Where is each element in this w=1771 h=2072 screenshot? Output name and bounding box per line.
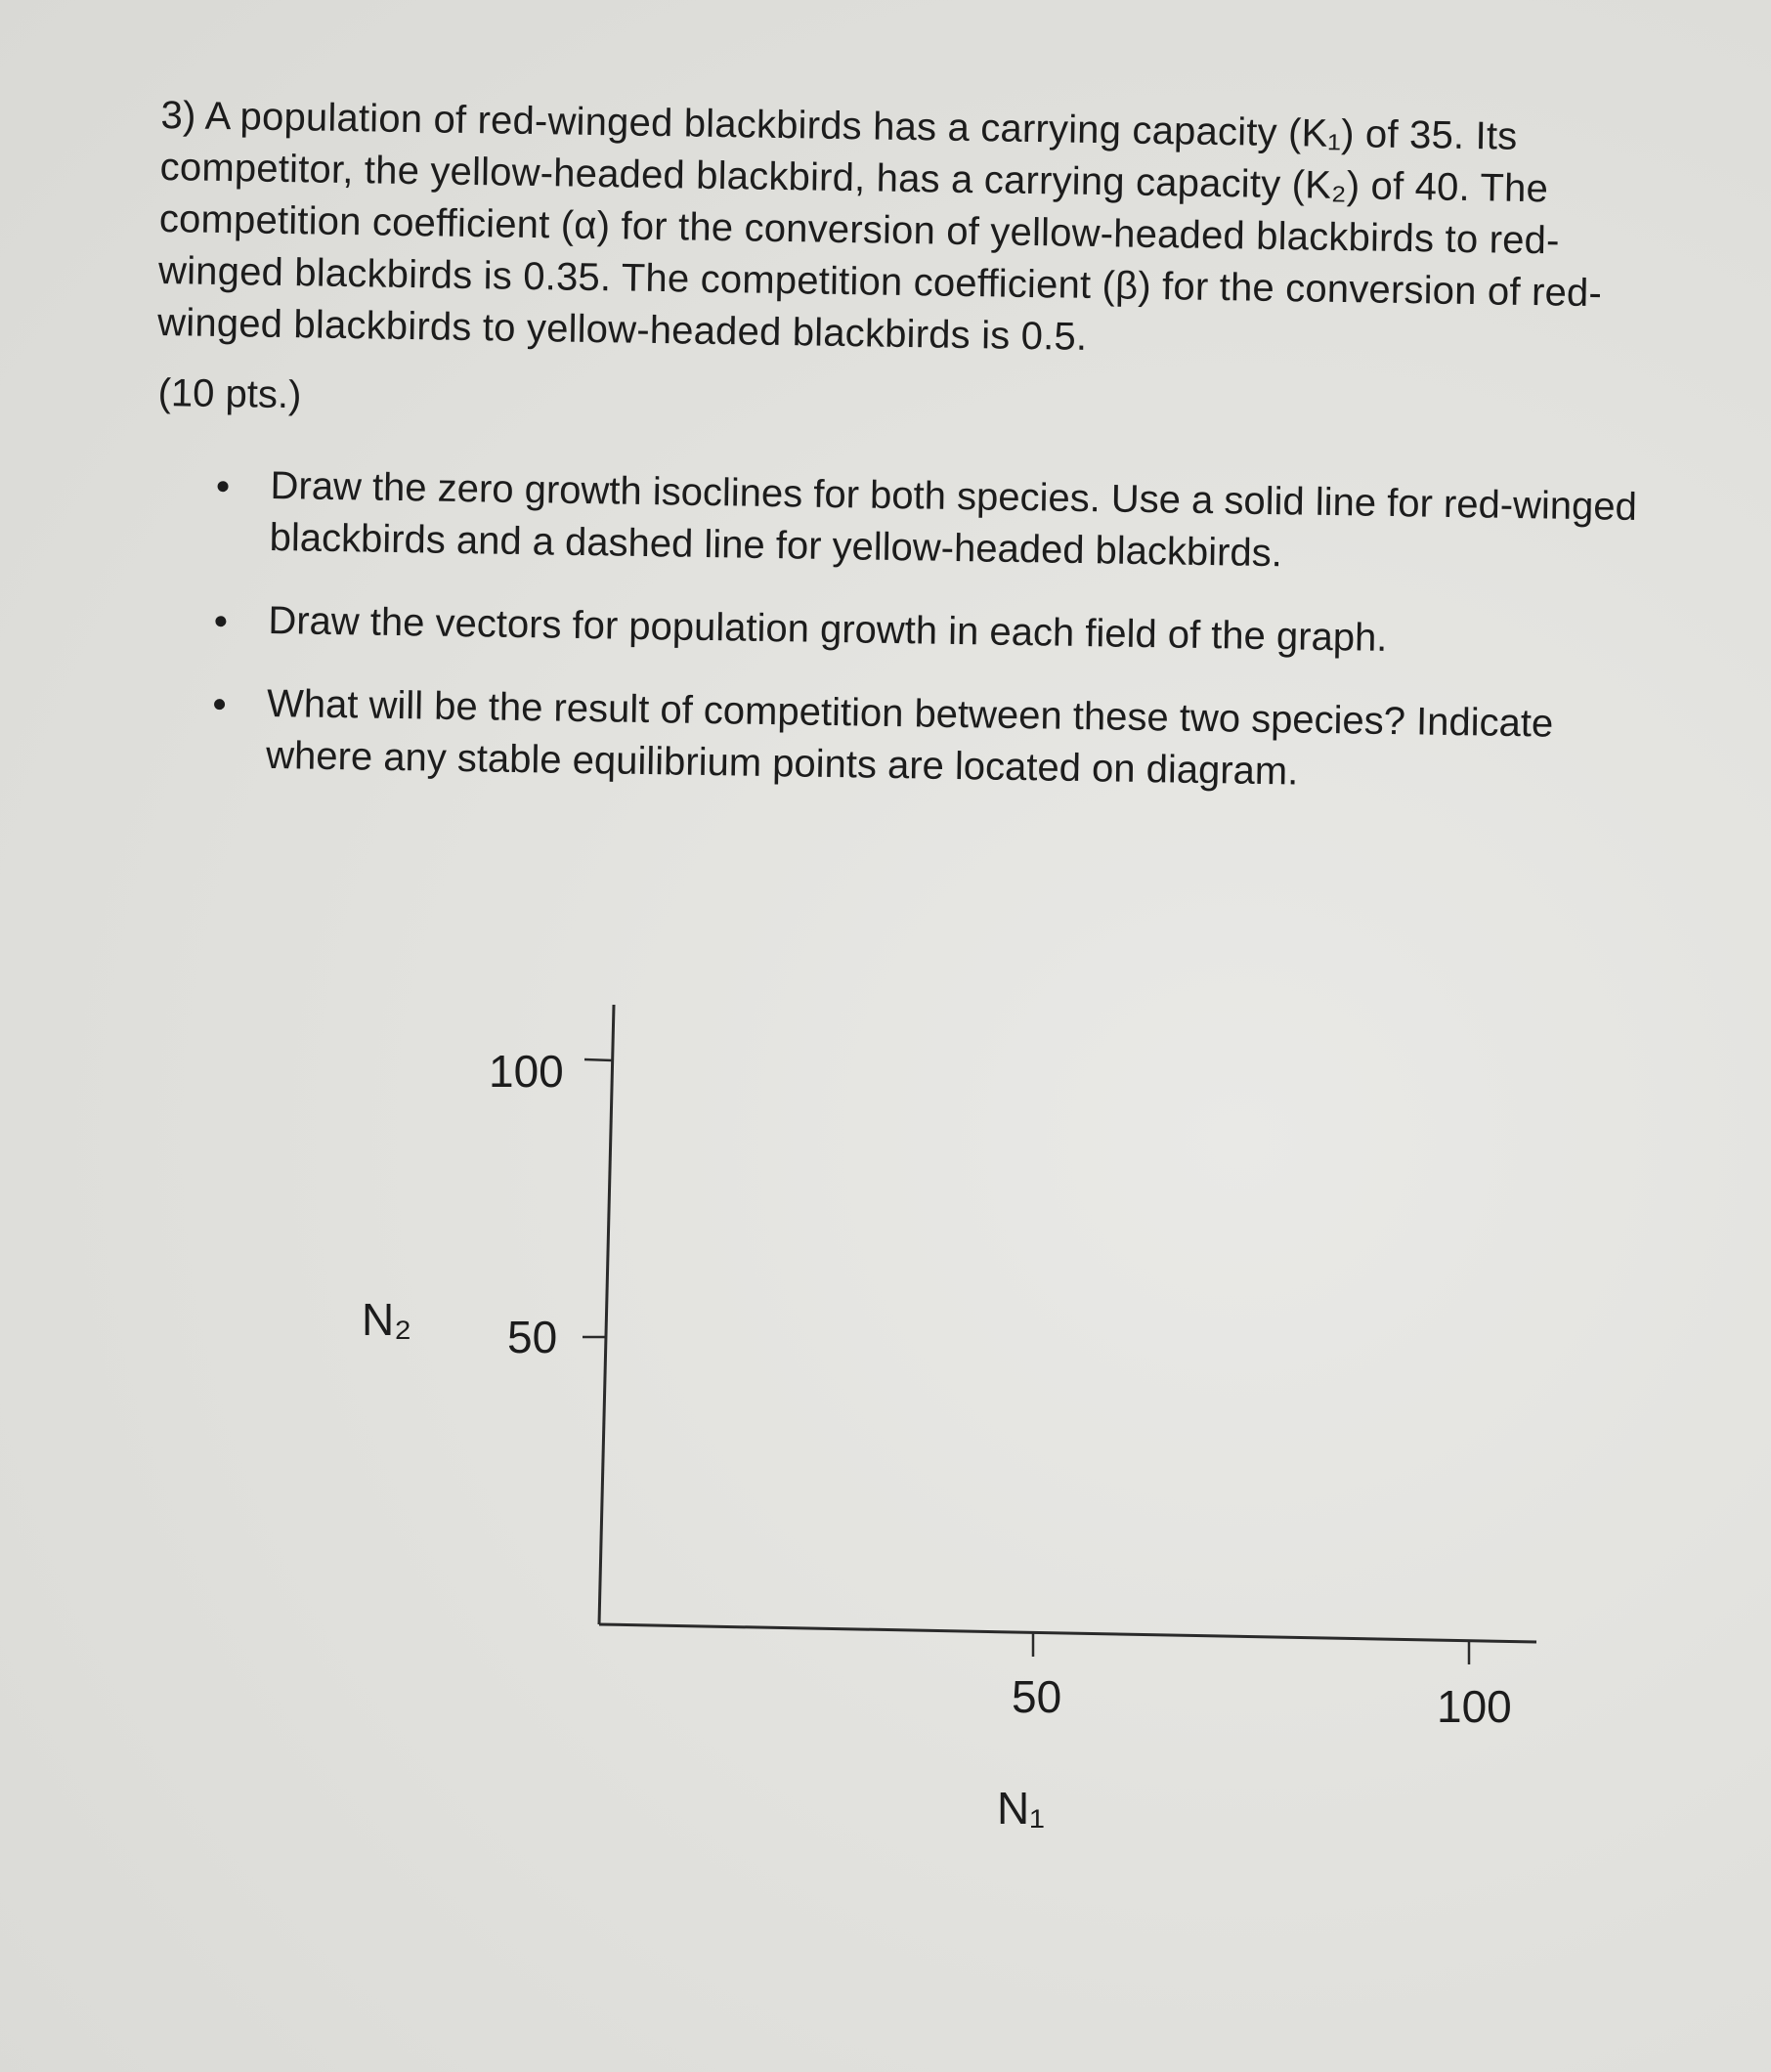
y-axis-label: N₂	[362, 1294, 412, 1345]
y-tick-label-50: 50	[507, 1312, 558, 1362]
points-label: (10 pts.)	[157, 371, 302, 417]
x-axis-label: N₁	[997, 1783, 1045, 1834]
problem-text: 3) A population of red-winged blackbirds has a carrying capacity (K₁) of 35. Its competitor, the yellow-headed blackbird, has a carrying capacity (K₂) of 40. The competition coefficient (α) for the conversion of yellow-headed blackbirds to red-winged blackbirds is 0.35. The competition coefficient (β) for the conversion of red-winged blackbirds to yellow-headed blackbirds is 0.5.	[156, 93, 1603, 359]
y-tick-label-100: 100	[489, 1046, 564, 1097]
y-tick-100	[584, 1059, 613, 1060]
x-tick-label-100: 100	[1437, 1681, 1512, 1732]
y-axis-line	[599, 1005, 614, 1624]
x-axis-line	[599, 1624, 1536, 1642]
instruction-text: Draw the vectors for population growth in each field of the graph.	[268, 598, 1388, 660]
instruction-text: Draw the zero growth isoclines for both species. Use a solid line for red-winged blackbirds and a dashed line for yellow-headed blackbirds.	[269, 463, 1638, 576]
x-tick-label-50: 50	[1012, 1671, 1062, 1722]
instruction-text: What will be the result of competition between these two species? Indicate where any stable equilibrium points are located on diagram.	[265, 681, 1554, 794]
